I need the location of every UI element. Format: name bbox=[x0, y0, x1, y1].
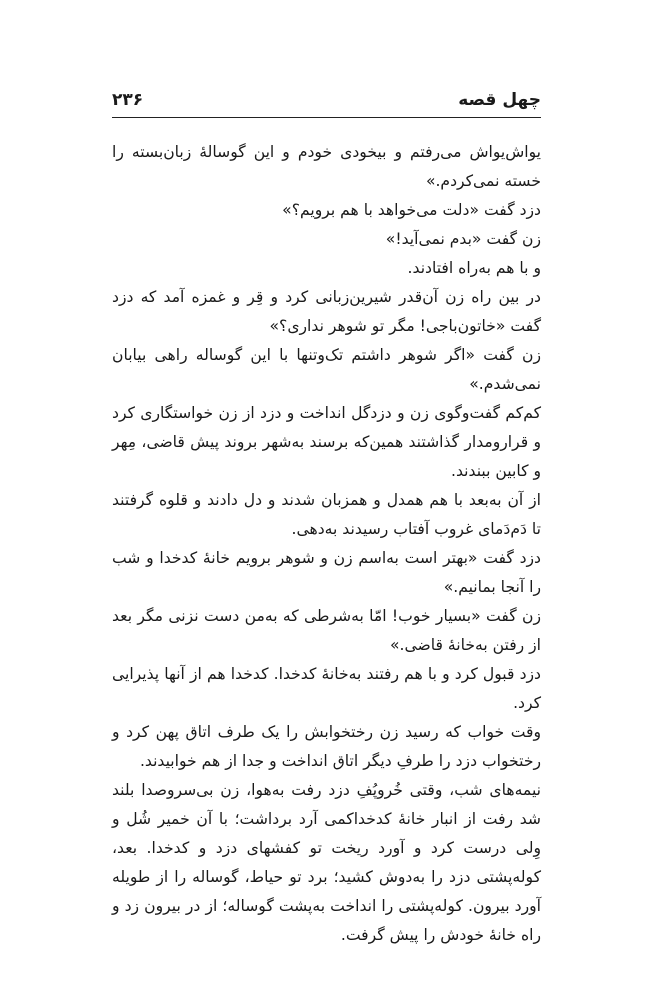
paragraph: در بین راه زن آن‌قدر شیرین‌زبانی کرد و قِر و غمزه آمد که دزد گفت «خاتون‌باجی! مگر تو شوهر نداری؟» bbox=[112, 288, 541, 335]
header-rule bbox=[112, 117, 541, 118]
paragraph: زن گفت «اگر شوهر داشتم تک‌وتنها با این گوساله راهی بیابان نمی‌شدم.» bbox=[112, 346, 541, 393]
paragraph: دزد گفت «دلت می‌خواهد با هم برویم؟» bbox=[282, 201, 541, 219]
paragraph: وقت خواب که رسید زن رختخوابش را یک طرف اتاق پهن کرد و رختخواب دزد را طرفِ دیگر اتاق انداخت و جدا از هم خوابیدند. bbox=[112, 723, 541, 770]
paragraph: از آن به‌بعد با هم همدل و همزبان شدند و دل دادند و قلوه گرفتند تا دَم‌دَمای غروب آفتاب رسیدند به‌دهی. bbox=[112, 491, 541, 538]
page-header bbox=[112, 88, 541, 118]
body-text bbox=[112, 138, 541, 950]
running-title: چهل قصه bbox=[458, 90, 541, 110]
paragraph: دزد قبول کرد و با هم رفتند به‌خانهٔ کدخدا. کدخدا هم از آنها پذیرایی کرد. bbox=[112, 665, 541, 712]
paragraph: نیمه‌های شب، وقتی خُروپُفِ دزد رفت به‌هوا، زن بی‌سروصدا بلند شد رفت از انبار خانهٔ کدخداکمی آرد برداشت؛ با آن خمیر شُل و وِلی درست کرد و آورد ریخت تو کفشهای دزد و کدخدا. بعد، کوله‌پشتی دزد را به‌دوش کشید؛ برد تو حیاط، گوساله را از طویله آورد بیرون. کوله‌پشتی را انداخت به‌پشت گوساله؛ از در بیرون زد و راه خانهٔ خودش را پیش گرفت. bbox=[112, 781, 541, 944]
paragraph: زن گفت «بسیار خوب! امّا به‌شرطی که به‌من دست نزنی مگر بعد از رفتن به‌خانهٔ قاضی.» bbox=[112, 607, 541, 654]
paragraph: زن گفت «بدم نمی‌آید!» bbox=[385, 230, 541, 248]
paragraph: و با هم به‌راه افتادند. bbox=[407, 259, 541, 277]
page-number: ۲۳۶ bbox=[112, 90, 144, 110]
paragraph: یواش‌یواش می‌رفتم و بیخودی خودم و این گوسالهٔ زبان‌بسته را خسته نمی‌کردم.» bbox=[112, 143, 541, 190]
paragraph: دزد گفت «بهتر است به‌اسم زن و شوهر برویم خانهٔ کدخدا و شب را آنجا بمانیم.» bbox=[112, 549, 541, 596]
paragraph: کم‌کم گفت‌وگوی زن و دزدگل انداخت و دزد از زن خواستگاری کرد و قرارومدار گذاشتند همین‌که برسند به‌شهر بروند پیش قاضی، مِهر و کابین ببندند. bbox=[112, 404, 541, 480]
